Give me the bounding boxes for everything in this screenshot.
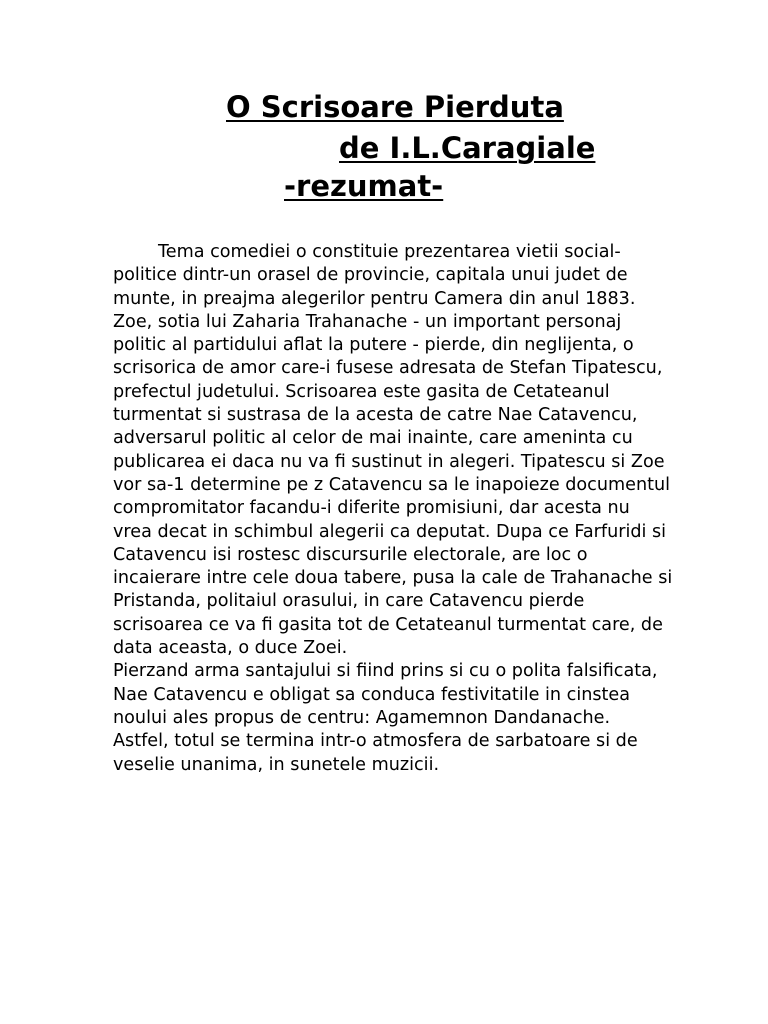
author-line: de I.L.Caragiale <box>339 131 596 165</box>
document-title: O Scrisoare Pierduta <box>226 90 564 124</box>
body-text <box>113 241 673 777</box>
paragraph-plot: Zoe, sotia lui Zaharia Trahanache - un important personaj politic al partidului aflat la putere - pierde, din neglijenta, o scrisorica de amor care-i fusese adresata de Stefan Tipatescu, prefectul judetului. Scrisoarea este gasita de Cetateanul turmentat si sustrasa de la acesta de catre Nae Catavencu, adversarul politic al celor de mai inainte, care ameninta cu publicarea ei daca nu va fi sustinut in alegeri. Tipatescu si Zoe vor sa-1 determine pe z Catavencu sa le inapoieze documentul compromitator facandu-i diferite promisiuni, dar acesta nu vrea decat in schimbul alegerii ca deputat. Dupa ce Farfuridi si Catavencu isi rostesc discursurile electorale, are loc o incaierare intre cele doua tabere, pusa la cale de Trahanache si Pristanda, politaiul orasului, in care Catavencu pierde scrisoarea ce va fi gasita tot de Cetateanul turmentat care, de data aceasta, o duce Zoei. <box>113 311 673 659</box>
paragraph-outcome: Pierzand arma santajului si fiind prins si cu o polita falsificata, Nae Catavencu e obligat sa conduca festivitatile in cinstea noului ales propus de centru: Agamemnon Dandanache. <box>113 661 658 728</box>
paragraph-intro: Tema comediei o constituie prezentarea vietii social-politice dintr-un orasel de provincie, capitala unui judet de munte, in preajma alegerilor pentru Camera din anul 1883. <box>113 242 636 309</box>
paragraph-ending: Astfel, totul se termina intr-o atmosfera de sarbatoare si de veselie unanima, in sunetele muzicii. <box>113 731 638 775</box>
document-subtitle: -rezumat- <box>284 169 444 203</box>
